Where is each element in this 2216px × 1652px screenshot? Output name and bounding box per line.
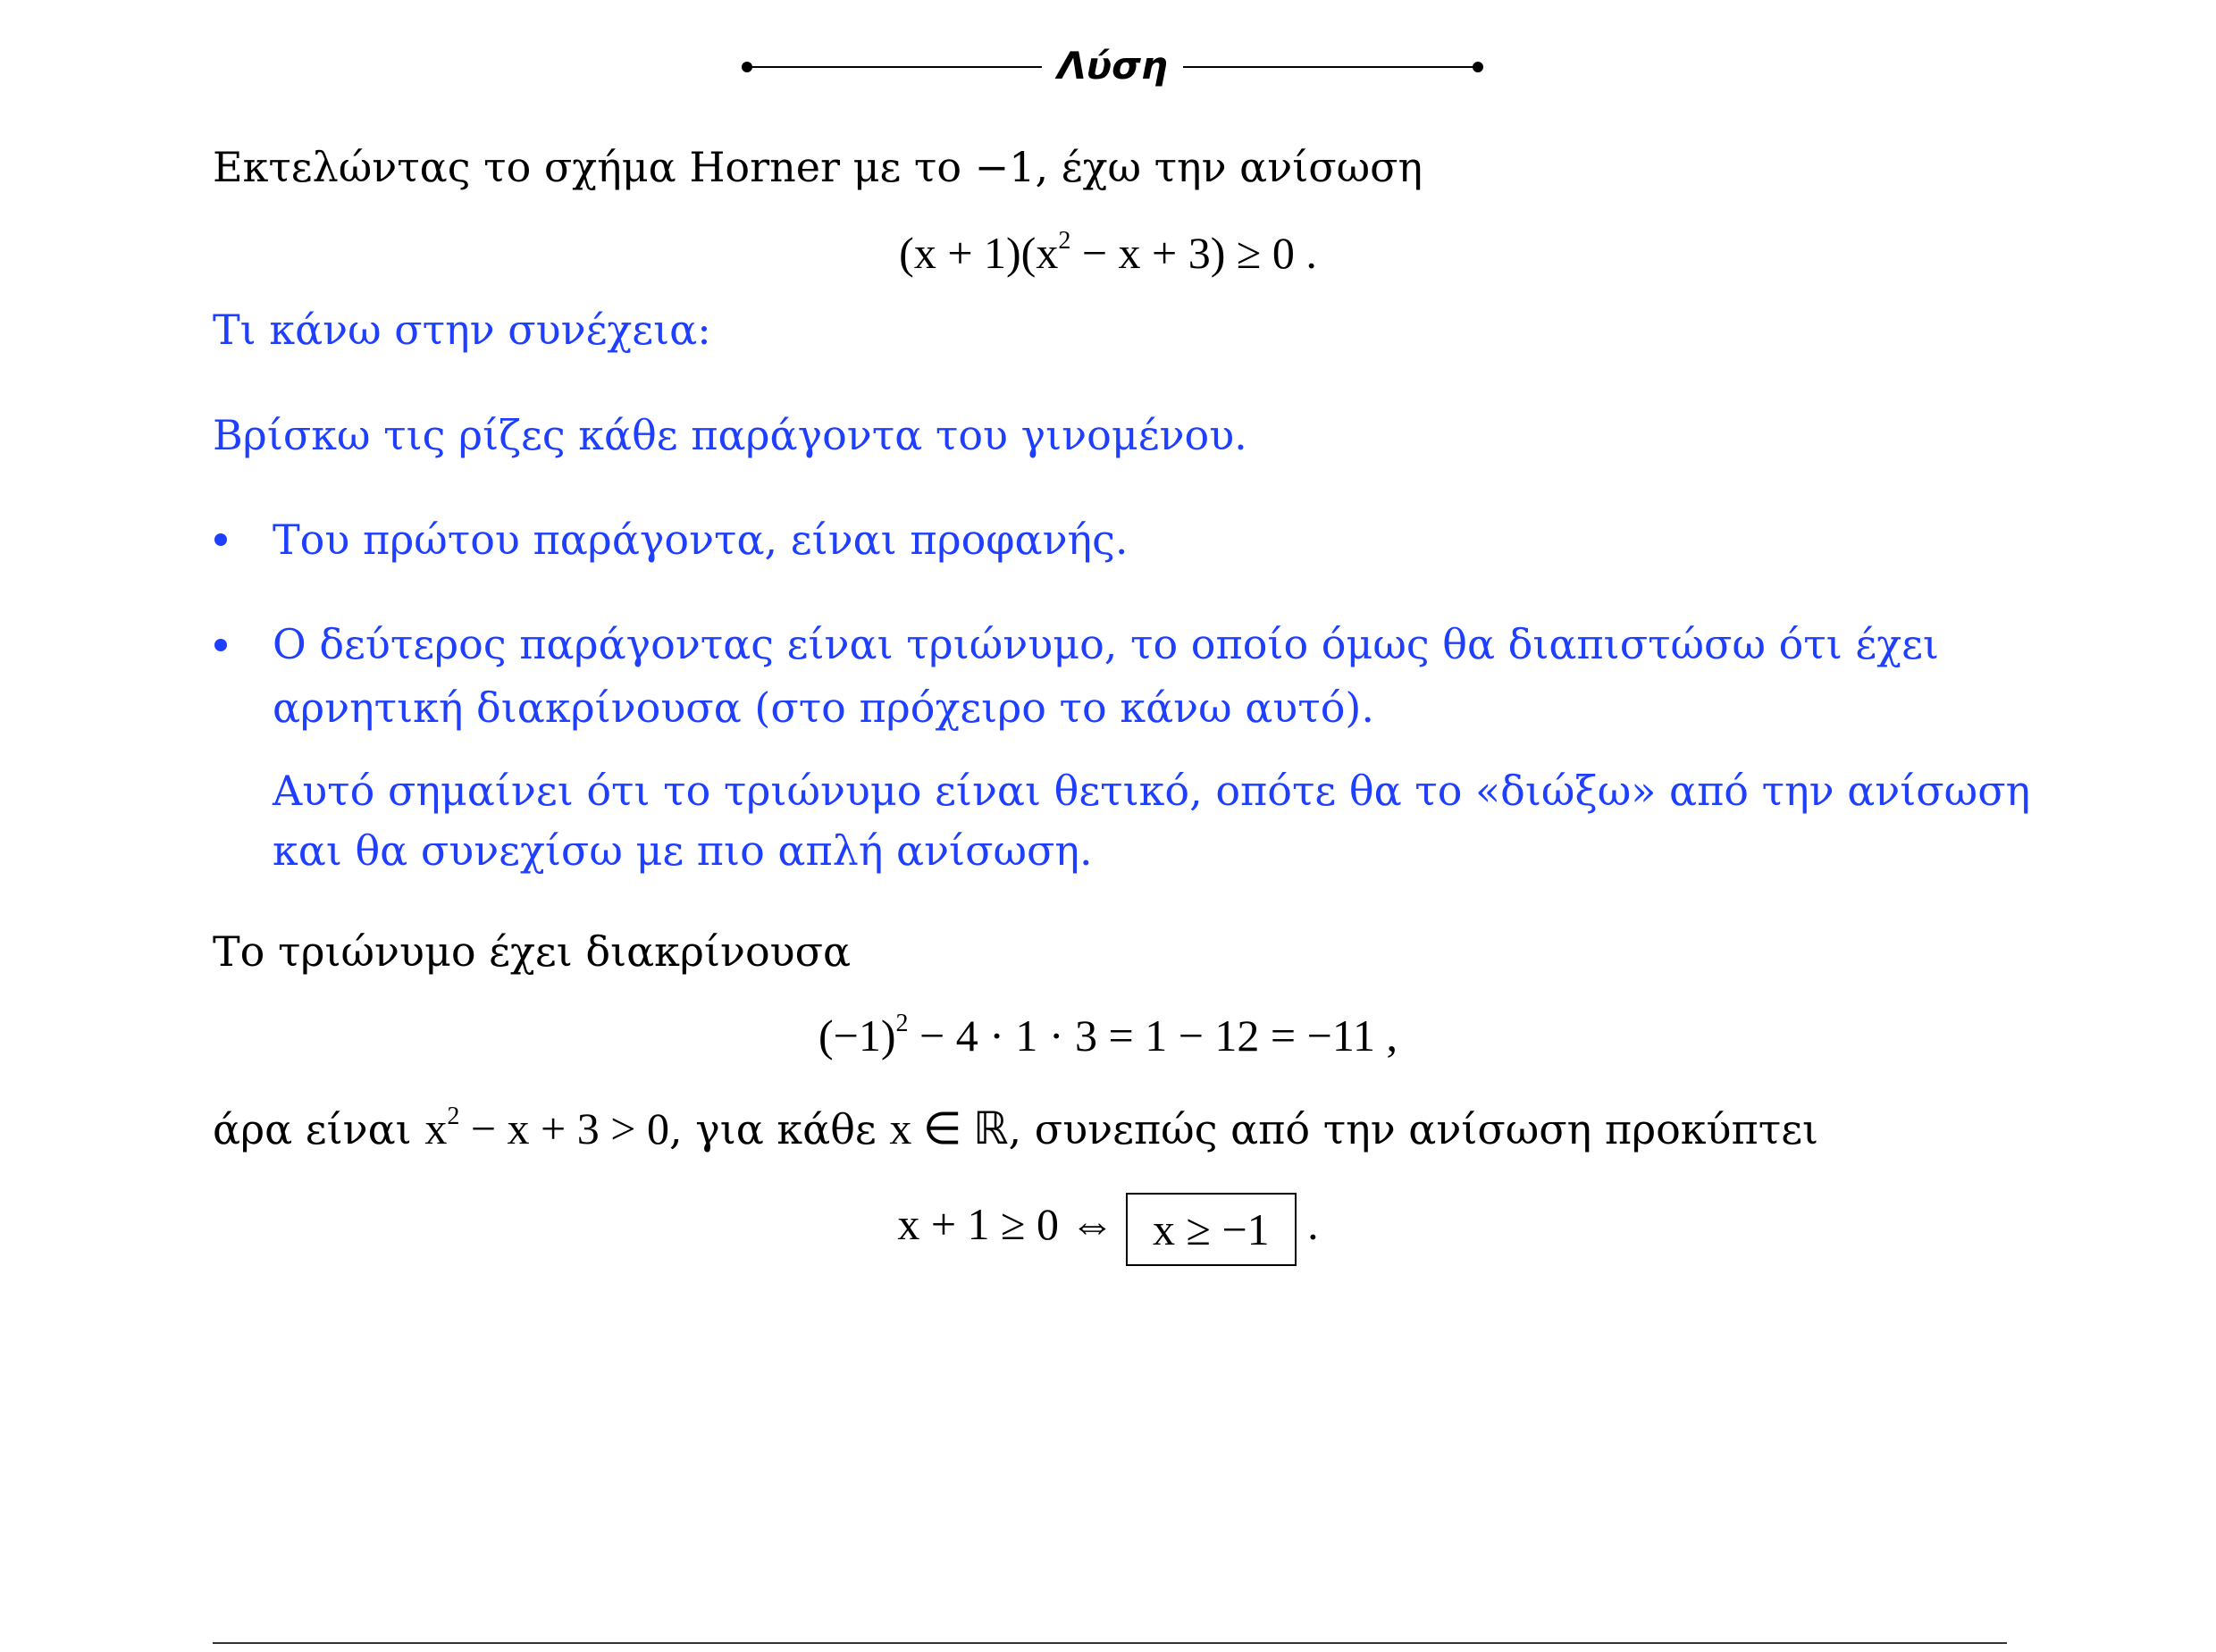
equation-discriminant bbox=[0, 1008, 2216, 1063]
inline-math-trinomial bbox=[424, 1103, 669, 1153]
equation-factorized-part1: (x + 1)(x bbox=[899, 228, 1059, 278]
inline-math-real: x ∈ ℝ bbox=[889, 1103, 1009, 1153]
bullet-second-para-line2: και θα συνεχίσω με πιο απλή ανίσωση. bbox=[273, 826, 1093, 875]
bullet-dot-first bbox=[214, 533, 227, 546]
discriminant-intro: Το τριώνυμο έχει διακρίνουσα bbox=[213, 927, 852, 976]
final-inequality-lhs: x + 1 ≥ 0 ⇔ bbox=[897, 1199, 1115, 1249]
final-answer-box: x ≥ −1 bbox=[1126, 1193, 1297, 1266]
inline-math-trinomial-x: x bbox=[424, 1103, 448, 1153]
footer-rule bbox=[213, 1642, 2007, 1644]
equation-discriminant-part2: − 4 · 1 · 3 = 1 − 12 = −11 , bbox=[908, 1010, 1398, 1061]
intro-paragraph: Εκτελώντας το σχήμα Horner με το −1, έχω την ανίσωση bbox=[213, 143, 1423, 191]
solution-header bbox=[742, 39, 1483, 93]
bullet-second-line1: Ο δεύτερος παράγοντας είναι τριώνυμο, το οποίο όμως θα διαπιστώσω ότι έχει bbox=[273, 620, 1939, 668]
final-inequality-period: . bbox=[1307, 1199, 1319, 1249]
roots-paragraph: Βρίσκω τις ρίζες κάθε παράγοντα του γινομένου. bbox=[213, 411, 1247, 459]
conclusion-paragraph bbox=[213, 1101, 1818, 1157]
equation-factorized-exponent: 2 bbox=[1058, 227, 1071, 255]
equation-factorized-part2: − x + 3) ≥ 0 . bbox=[1070, 228, 1317, 278]
inline-math-trinomial-exponent: 2 bbox=[447, 1103, 460, 1130]
question-next-step: Τι κάνω στην συνέχεια: bbox=[213, 306, 711, 354]
bullet-second-para-line1: Αυτό σημαίνει ότι το τριώνυμο είναι θετικό, οπότε θα το «διώξω» από την ανίσωση bbox=[273, 767, 2031, 815]
header-rule-right bbox=[1183, 66, 1478, 68]
inline-math-trinomial-rest: − x + 3 > 0 bbox=[459, 1103, 669, 1153]
bullet-first-text: Του πρώτου παράγοντα, είναι προφανής. bbox=[273, 516, 1129, 564]
conclusion-text-a: άρα είναι bbox=[213, 1105, 425, 1153]
final-inequality bbox=[0, 1187, 2216, 1266]
bullet-dot-second bbox=[214, 639, 227, 651]
equation-discriminant-part1: (−1) bbox=[818, 1010, 896, 1061]
equation-factorized bbox=[0, 225, 2216, 281]
equation-discriminant-exponent: 2 bbox=[895, 1010, 909, 1037]
conclusion-text-c: , συνεπώς από την ανίσωση προκύπτει bbox=[1008, 1105, 1819, 1153]
bullet-second-line2: αρνητική διακρίνουσα (στο πρόχειρο το κάνω αυτό). bbox=[273, 683, 1374, 732]
solution-title: Λύση bbox=[1057, 44, 1168, 88]
header-dot-right bbox=[1473, 62, 1483, 72]
conclusion-text-b: , για κάθε bbox=[668, 1105, 890, 1153]
